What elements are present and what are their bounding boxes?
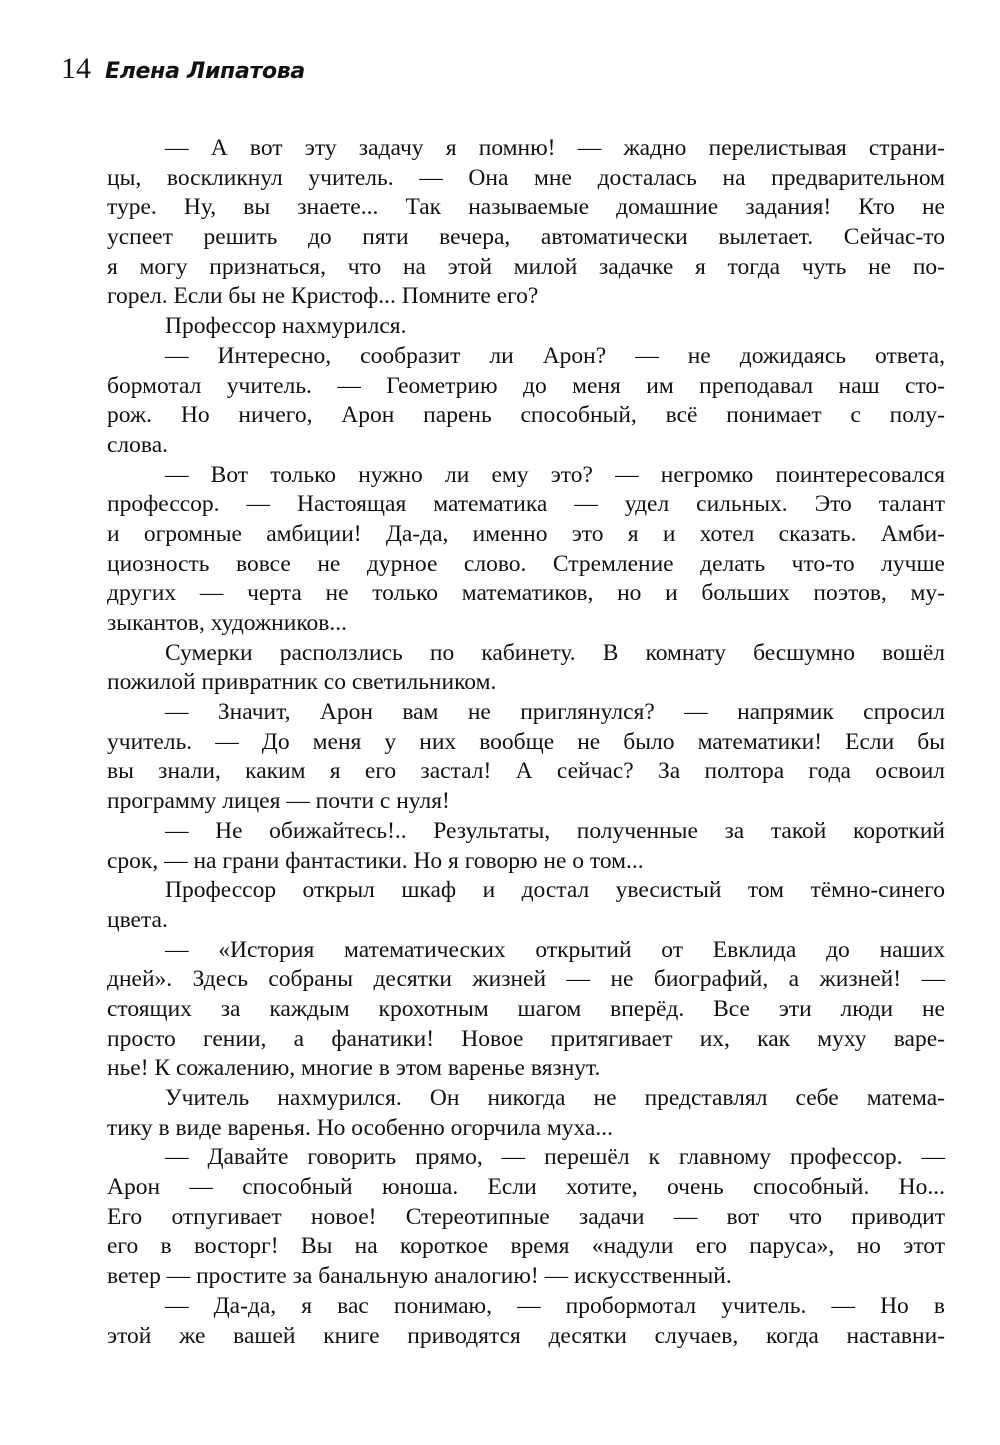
text-line: профессор. — Настоящая математика — удел сильных. Это талант	[107, 491, 945, 518]
body-text	[107, 134, 945, 1351]
text-line: бормотал учитель. — Геометрию до меня им преподавал наш сто-	[107, 372, 945, 399]
text-line: зыкантов, художников...	[107, 610, 348, 636]
text-line: — Да-да, я вас понимаю, — пробормотал учитель. — Но в	[165, 1292, 945, 1319]
text-line: стоящих за каждым крохотным шагом вперёд. Все эти люди не	[107, 995, 945, 1022]
paragraph	[107, 639, 945, 698]
text-line: успеет решить до пяти вечера, автоматически вылетает. Сейчас-то	[107, 224, 945, 251]
paragraph	[107, 461, 945, 639]
text-line: Сумерки расползлись по кабинету. В комнату бесшумно вошёл	[165, 639, 945, 666]
text-line: цы, воскликнул учитель. — Она мне досталась на предварительном	[107, 164, 945, 191]
paragraph	[107, 876, 945, 935]
text-line: других — черта не только математиков, но и больших поэтов, му-	[107, 580, 945, 607]
text-line: просто гении, а фанатики! Новое притягивает их, как муху варе-	[107, 1025, 945, 1052]
paragraph	[107, 1143, 945, 1291]
text-line: циозность вовсе не дурное слово. Стремление делать что-то лучше	[107, 550, 945, 577]
text-line: горел. Если бы не Кристоф... Помните его?	[107, 283, 539, 310]
text-line: Профессор нахмурился.	[165, 313, 407, 340]
text-line: Арон — способный юноша. Если хотите, очень способный. Но...	[107, 1174, 945, 1201]
text-line: рож. Но ничего, Арон парень способный, всё понимает с полу-	[107, 402, 945, 429]
paragraph	[107, 134, 945, 312]
text-line: и огромные амбиции! Да-да, именно это я и хотел сказать. Амби-	[107, 520, 945, 547]
text-line: я могу признаться, что на этой милой задачке я тогда чуть не по-	[107, 253, 945, 280]
paragraph	[107, 1084, 945, 1143]
text-line: учитель. — До меня у них вообще не было математики! Если бы	[107, 728, 945, 755]
text-line: вы знали, каким я его застал! А сейчас? За полтора года освоил	[107, 758, 945, 785]
text-line: пожилой привратник со светильником.	[107, 669, 497, 696]
paragraph	[107, 936, 945, 1084]
text-line: Профессор открыл шкаф и достал увесистый том тёмно-синего	[165, 877, 945, 904]
text-line: — «История математических открытий от Евклида до наших	[165, 936, 945, 963]
text-line: срок, — на грани фантастики. Но я говорю не о том...	[107, 847, 644, 874]
page-number: 14	[61, 52, 91, 85]
text-line: туре. Ну, вы знаете... Так называемые домашние задания! Кто не	[107, 194, 945, 221]
text-line: — Интересно, сообразит ли Арон? — не дожидаясь ответа,	[165, 342, 945, 369]
paragraph	[107, 698, 945, 817]
text-line: Его отпугивает новое! Стереотипные задачи — вот что приводит	[107, 1203, 945, 1230]
text-line: — А вот эту задачу я помню! — жадно перелистывая страни-	[165, 135, 945, 161]
paragraph	[107, 312, 945, 342]
text-line: слова.	[107, 431, 168, 458]
text-line: — Давайте говорить прямо, — перешёл к главному профессор. —	[165, 1144, 945, 1171]
paragraph	[107, 342, 945, 461]
author-name: Елена Липатова	[105, 59, 305, 84]
text-line: программу лицея — почти с нуля!	[107, 788, 450, 815]
paragraph	[107, 1292, 945, 1351]
paragraph	[107, 817, 945, 876]
running-header	[61, 52, 305, 86]
text-line: тику в виде варенья. Но особенно огорчила муха...	[107, 1114, 613, 1141]
text-line: — Вот только нужно ли ему это? — негромко поинтересовался	[165, 461, 945, 488]
text-line: его в восторг! Вы на короткое время «надули его паруса», но этот	[107, 1233, 945, 1260]
text-line: дней». Здесь собраны десятки жизней — не биографий, а жизней! —	[107, 966, 945, 993]
text-line: нье! К сожалению, многие в этом варенье вязнут.	[107, 1055, 601, 1082]
text-line: — Не обижайтесь!.. Результаты, полученные за такой короткий	[165, 817, 945, 844]
text-line: цвета.	[107, 906, 168, 933]
text-line: этой же вашей книге приводятся десятки случаев, когда наставни-	[107, 1322, 945, 1349]
text-line: — Значит, Арон вам не приглянулся? — напрямик спросил	[165, 699, 945, 726]
text-line: Учитель нахмурился. Он никогда не представлял себе матема-	[165, 1085, 945, 1111]
text-line: ветер — простите за банальную аналогию! — искусственный.	[107, 1263, 732, 1290]
